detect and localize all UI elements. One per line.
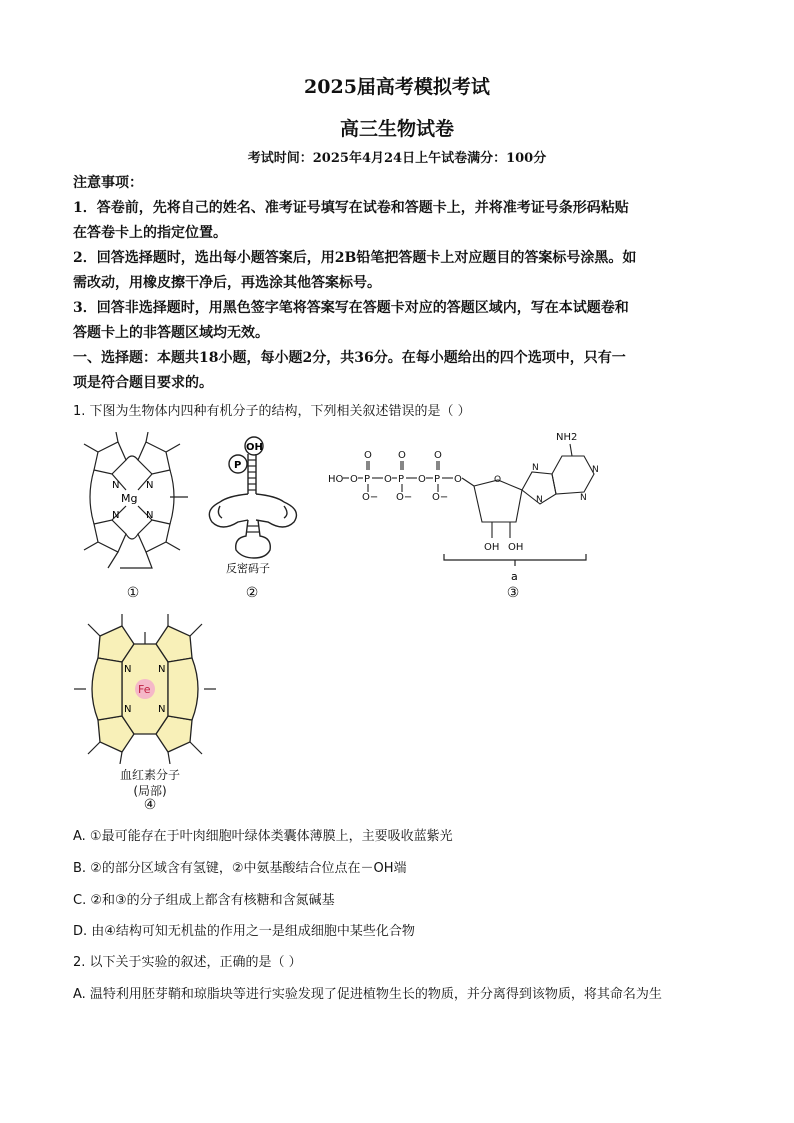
o-label: O xyxy=(494,475,502,485)
n-label: N xyxy=(146,510,154,521)
option-b: B. ②的部分区域含有氢键，②中氨基酸结合位点在－OH端 xyxy=(73,861,407,876)
n-label: N xyxy=(532,463,539,473)
atp-figure xyxy=(326,430,608,584)
section-heading: 项是符合题目要求的。 xyxy=(73,375,213,391)
a-label: a xyxy=(511,570,518,583)
notice-line: 3．回答非选择题时，用黑色签字笔将答案写在答题卡对应的答题区域内，写在本试题卷和 xyxy=(73,300,629,316)
molecule-3-label: ③ xyxy=(506,585,520,601)
molecule-4-label: ④ xyxy=(143,797,157,813)
heme-caption: 血红素分子 xyxy=(119,768,180,782)
n-label: N xyxy=(592,465,599,475)
p-label: P xyxy=(364,474,371,485)
oh-label: OH xyxy=(508,542,524,553)
notice-heading: 注意事项： xyxy=(73,175,143,191)
oh-label: OH xyxy=(246,442,263,453)
option-a: A. ①最可能存在于叶肉细胞叶绿体类囊体薄膜上，主要吸收蓝紫光 xyxy=(73,829,453,844)
exam-title: 2025届高考模拟考试 xyxy=(304,76,490,98)
n-label: N xyxy=(124,664,132,675)
trna-figure xyxy=(198,436,310,578)
notice-line: 在答卷卡上的指定位置。 xyxy=(73,225,227,241)
exam-info: 考试时间：2025年4月24日上午试卷满分：100分 xyxy=(247,151,547,166)
o-minus-label: O− xyxy=(396,492,413,503)
p-label: P xyxy=(398,474,405,485)
o-label: O xyxy=(384,474,392,485)
n-label: N xyxy=(146,480,154,491)
p-label: P xyxy=(434,474,441,485)
molecule-2-label: ② xyxy=(245,585,259,601)
n-label: N xyxy=(536,495,543,505)
section-heading: 一、选择题：本题共18小题，每小题2分，共36分。在每小题给出的四个选项中，只有一 xyxy=(73,350,626,366)
notice-line: 2．回答选择题时，选出每小题答案后，用2B铅笔把答题卡上对应题目的答案标号涂黑。如 xyxy=(73,250,637,266)
n-label: N xyxy=(112,480,120,491)
phosphate-label: P xyxy=(234,460,242,471)
o-label: O xyxy=(454,474,462,485)
n-label: N xyxy=(112,510,120,521)
question-2-stem: 2. 以下关于实验的叙述，正确的是（ ） xyxy=(73,955,302,970)
o-minus-label: O− xyxy=(362,492,379,503)
notice-line: 需改动，用橡皮擦干净后，再选涂其他答案标号。 xyxy=(73,275,381,291)
o-label: O xyxy=(398,450,406,461)
molecule-1-label: ① xyxy=(126,585,140,601)
oh-label: OH xyxy=(484,542,500,553)
o-label: O xyxy=(364,450,372,461)
n-label: N xyxy=(158,664,166,675)
heme-figure xyxy=(70,614,220,764)
mg-label: Mg xyxy=(121,492,138,505)
o-label: O xyxy=(350,474,358,485)
n-label: N xyxy=(158,704,166,715)
o-label: O xyxy=(434,450,442,461)
question-1-stem: 1. 下图为生物体内四种有机分子的结构，下列相关叙述错误的是（ ） xyxy=(73,404,471,419)
o-minus-label: O− xyxy=(432,492,449,503)
option-c: C. ②和③的分子组成上都含有核糖和含氮碱基 xyxy=(73,893,335,908)
anticodon-label: 反密码子 xyxy=(226,562,270,575)
o-label: O xyxy=(418,474,426,485)
notice-line: 答题卡上的非答题区域均无效。 xyxy=(73,325,269,341)
n-label: N xyxy=(580,493,587,503)
fe-label: Fe xyxy=(138,683,151,696)
chlorophyll-figure xyxy=(68,432,196,580)
n-label: N xyxy=(124,704,132,715)
q2-option-a: A. 温特利用胚芽鞘和琼脂块等进行实验发现了促进植物生长的物质，并分离得到该物质，将其命名为生 xyxy=(73,987,662,1002)
ho-label: HO xyxy=(328,474,344,485)
nh2-label: NH2 xyxy=(556,432,578,443)
option-d: D. 由④结构可知无机盐的作用之一是组成细胞中某些化合物 xyxy=(73,924,415,939)
heme-caption-part: (局部) xyxy=(133,784,167,798)
notice-line: 1．答卷前，先将自己的姓名、准考证号填写在试卷和答题卡上，并将准考证号条形码粘贴 xyxy=(73,200,629,216)
exam-subtitle: 高三生物试卷 xyxy=(339,118,454,140)
